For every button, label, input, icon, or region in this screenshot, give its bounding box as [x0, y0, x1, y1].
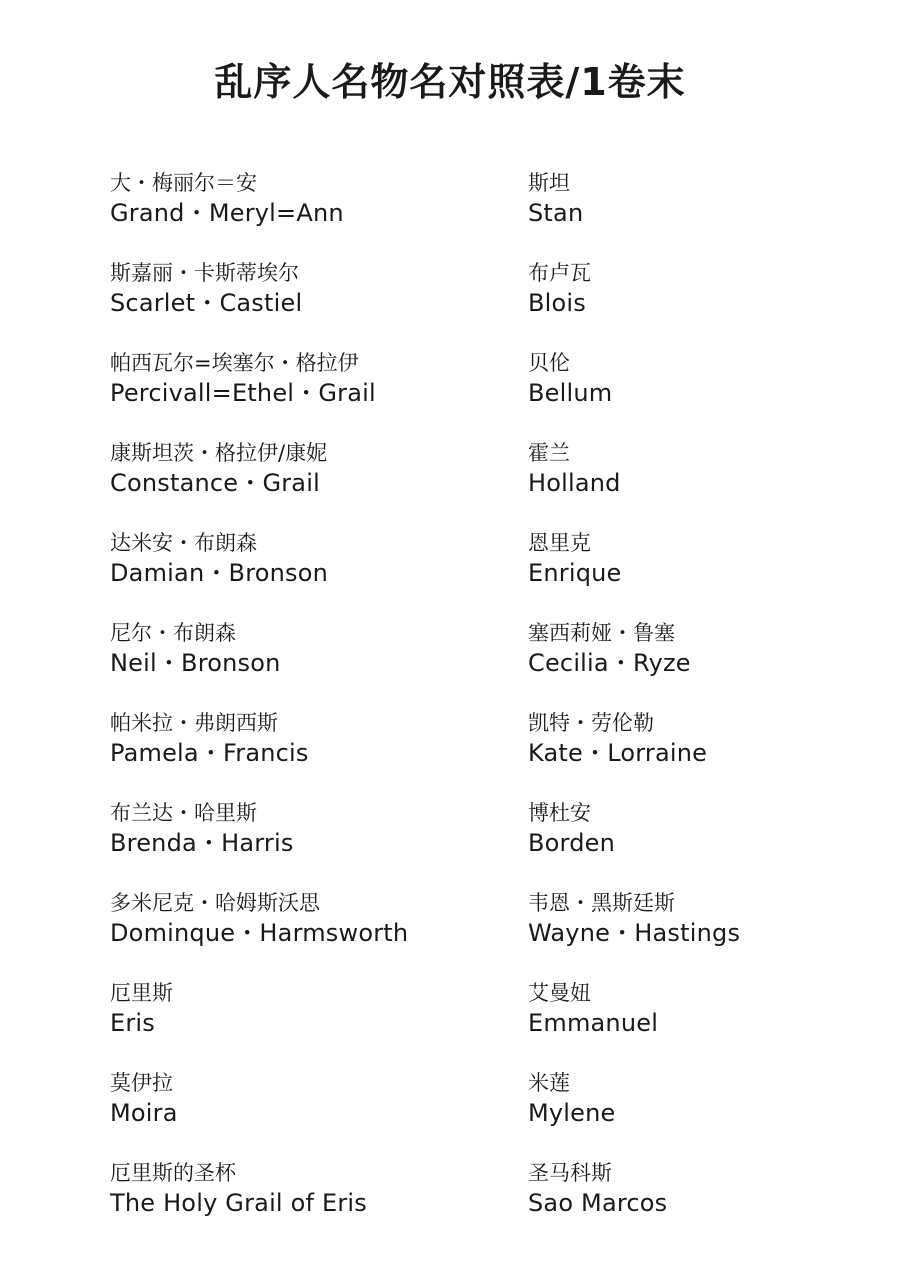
name-entry — [528, 1068, 888, 1158]
english-name: Neil・Bronson — [110, 649, 281, 677]
english-name: Enrique — [528, 559, 622, 587]
name-entry — [528, 1158, 888, 1248]
english-name: Brenda・Harris — [110, 829, 294, 857]
chinese-name: 厄里斯的圣杯 — [110, 1161, 236, 1185]
name-entry — [110, 1068, 510, 1158]
chinese-name: 艾曼妞 — [528, 981, 591, 1005]
english-name: Emmanuel — [528, 1009, 659, 1037]
name-entry — [528, 168, 888, 258]
name-entry — [110, 708, 510, 798]
english-name: Percivall=Ethel・Grail — [110, 379, 376, 407]
english-name: Constance・Grail — [110, 469, 320, 497]
english-name: Cecilia・Ryze — [528, 649, 691, 677]
left-name-column — [110, 168, 510, 1248]
name-entry — [528, 798, 888, 888]
chinese-name: 恩里克 — [528, 531, 591, 555]
name-entry — [110, 168, 510, 258]
chinese-name: 斯嘉丽・卡斯蒂埃尔 — [110, 261, 299, 285]
english-name: Holland — [528, 469, 621, 497]
english-name: Eris — [110, 1009, 156, 1037]
name-entry — [528, 438, 888, 528]
name-entry — [110, 1158, 510, 1248]
page-title: 乱序人名物名对照表/1卷末 — [214, 60, 686, 104]
english-name: Mylene — [528, 1099, 616, 1127]
name-entry — [528, 708, 888, 798]
name-entry — [110, 618, 510, 708]
chinese-name: 布卢瓦 — [528, 261, 591, 285]
english-name: The Holy Grail of Eris — [110, 1189, 367, 1217]
english-name: Damian・Bronson — [110, 559, 329, 587]
chinese-name: 凯特・劳伦勒 — [528, 711, 654, 735]
english-name: Kate・Lorraine — [528, 739, 708, 767]
chinese-name: 康斯坦茨・格拉伊/康妮 — [110, 441, 328, 465]
name-entry — [528, 618, 888, 708]
chinese-name: 韦恩・黑斯廷斯 — [528, 891, 675, 915]
name-entry — [110, 528, 510, 618]
chinese-name: 霍兰 — [528, 441, 570, 465]
chinese-name: 布兰达・哈里斯 — [110, 801, 257, 825]
chinese-name: 塞西莉娅・鲁塞 — [528, 621, 675, 645]
english-name: Wayne・Hastings — [528, 919, 741, 947]
chinese-name: 博杜安 — [528, 801, 591, 825]
chinese-name: 莫伊拉 — [110, 1071, 173, 1095]
chinese-name: 尼尔・布朗森 — [110, 621, 236, 645]
name-entry — [110, 978, 510, 1068]
chinese-name: 帕米拉・弗朗西斯 — [110, 711, 278, 735]
right-name-column — [528, 168, 888, 1248]
english-name: Blois — [528, 289, 586, 317]
name-entry — [110, 258, 510, 348]
english-name: Bellum — [528, 379, 613, 407]
english-name: Dominque・Harmsworth — [110, 919, 409, 947]
english-name: Pamela・Francis — [110, 739, 309, 767]
english-name: Sao Marcos — [528, 1189, 668, 1217]
chinese-name: 厄里斯 — [110, 981, 173, 1005]
name-entry — [528, 978, 888, 1068]
chinese-name: 多米尼克・哈姆斯沃思 — [110, 891, 320, 915]
name-entry — [110, 438, 510, 528]
name-entry — [528, 888, 888, 978]
chinese-name: 斯坦 — [528, 171, 570, 195]
chinese-name: 米莲 — [528, 1071, 570, 1095]
english-name: Moira — [110, 1099, 178, 1127]
chinese-name: 帕西瓦尔=埃塞尔・格拉伊 — [110, 351, 359, 375]
chinese-name: 圣马科斯 — [528, 1161, 612, 1185]
name-entry — [110, 888, 510, 978]
chinese-name: 大・梅丽尔＝安 — [110, 171, 257, 195]
english-name: Grand・Meryl=Ann — [110, 199, 344, 227]
english-name: Borden — [528, 829, 616, 857]
english-name: Stan — [528, 199, 584, 227]
english-name: Scarlet・Castiel — [110, 289, 303, 317]
name-entry — [528, 258, 888, 348]
name-entry — [110, 798, 510, 888]
name-entry — [528, 528, 888, 618]
chinese-name: 贝伦 — [528, 351, 570, 375]
name-entry — [528, 348, 888, 438]
chinese-name: 达米安・布朗森 — [110, 531, 257, 555]
name-entry — [110, 348, 510, 438]
